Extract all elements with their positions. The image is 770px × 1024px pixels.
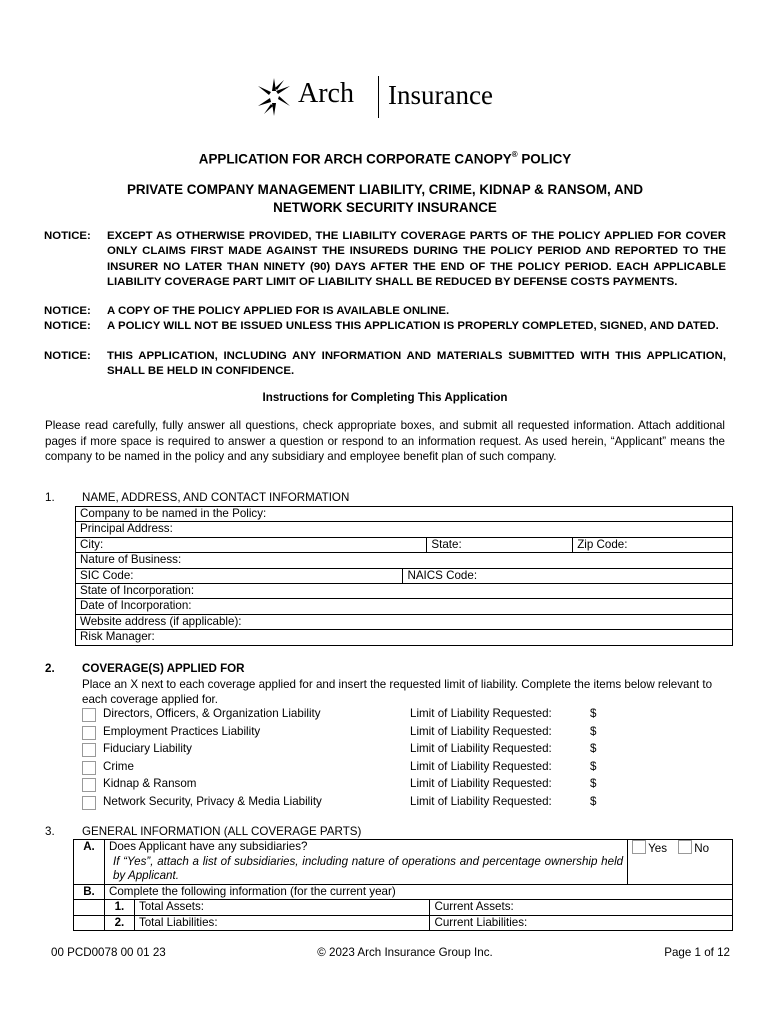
section3-number: 3. (45, 825, 55, 838)
coverage-checkbox[interactable] (82, 796, 96, 810)
limit-amount-field[interactable]: $ (590, 724, 597, 738)
logo-suffix: Insurance (388, 80, 493, 110)
subtitle-line1: PRIVATE COMPANY MANAGEMENT LIABILITY, CRIME, KIDNAP & RANSOM, AND (126, 182, 644, 197)
subtitle-line2: NETWORK SECURITY INSURANCE (273, 200, 497, 215)
notice-label: NOTICE: (44, 350, 91, 362)
coverage-row (82, 777, 722, 795)
website-field[interactable]: Website address (if applicable): (76, 614, 733, 629)
logo-divider (378, 76, 379, 118)
coverage-label: Crime (103, 759, 134, 773)
logo-name: Arch (298, 78, 354, 109)
notice-label: NOTICE: (44, 320, 91, 332)
coverage-checkbox[interactable] (82, 708, 96, 722)
coverage-label: Network Security, Privacy & Media Liability (103, 794, 322, 808)
section1-title: NAME, ADDRESS, AND CONTACT INFORMATION (82, 491, 350, 504)
sic-code-field[interactable]: SIC Code: (76, 568, 403, 583)
no-label: No (694, 842, 710, 855)
coverage-row (82, 742, 722, 760)
notice-label: NOTICE: (44, 230, 91, 242)
no-checkbox[interactable] (678, 840, 692, 854)
question-a-text: Does Applicant have any subsidiaries? (108, 840, 308, 853)
coverage-label: Fiduciary Liability (103, 742, 192, 755)
notice-1 (44, 229, 726, 290)
question-a (104, 840, 627, 885)
limit-label: Limit of Liability Requested: (410, 777, 552, 790)
zip-code-field[interactable]: Zip Code: (573, 537, 733, 552)
question-b-label: B. (74, 884, 105, 900)
page-number: Page 1 of 12 (664, 946, 730, 959)
form-number: 00 PCD0078 00 01 23 (51, 946, 166, 959)
notice-text: A POLICY WILL NOT BE ISSUED UNLESS THIS APPLICATION IS PROPERLY COMPLETED, SIGNED, AND DATED. (107, 320, 719, 332)
notice-label: NOTICE: (44, 305, 91, 317)
coverage-checkbox[interactable] (82, 761, 96, 775)
coverage-intro: Place an X next to each coverage applied for and insert the requested limit of liability. Complete the items below relevant to each coverage applied for. (82, 678, 713, 706)
limit-amount-field[interactable]: $ (590, 707, 597, 720)
date-of-incorporation-field[interactable]: Date of Incorporation: (76, 599, 733, 614)
coverage-row (82, 760, 722, 778)
spacer-cell (74, 915, 105, 931)
coverage-label: Directors, Officers, & Organization Liability (103, 707, 321, 720)
section1-number: 1. (45, 491, 55, 504)
state-field[interactable]: State: (427, 537, 573, 552)
coverage-checkbox[interactable] (82, 778, 96, 792)
instructions-title: Instructions for Completing This Application (262, 391, 508, 404)
limit-label: Limit of Liability Requested: (410, 707, 552, 720)
notice-3 (44, 319, 726, 334)
nature-of-business-field[interactable]: Nature of Business: (76, 553, 733, 568)
principal-address-field[interactable]: Principal Address: (76, 522, 733, 537)
row-number: 1. (104, 900, 134, 916)
limit-label: Limit of Liability Requested: (410, 724, 552, 738)
application-title-text: APPLICATION FOR ARCH CORPORATE CANOPY (198, 151, 512, 167)
section3-title: GENERAL INFORMATION (ALL COVERAGE PARTS) (82, 825, 362, 838)
limit-amount-field[interactable]: $ (590, 777, 597, 790)
risk-manager-field[interactable]: Risk Manager: (76, 630, 733, 645)
question-b-text: Complete the following information (for the current year) (104, 884, 732, 900)
limit-amount-field[interactable]: $ (590, 742, 597, 755)
registered-mark: ® (511, 150, 518, 159)
yes-no-options (628, 840, 733, 885)
notice-text: THIS APPLICATION, INCLUDING ANY INFORMATION AND MATERIALS SUBMITTED WITH THIS APPLICATION, SHALL BE HELD IN CONFIDENCE. (107, 350, 726, 378)
current-assets-field[interactable]: Current Assets: (430, 900, 733, 916)
total-liabilities-field[interactable]: Total Liabilities: (134, 915, 430, 931)
question-a-label: A. (74, 840, 105, 885)
limit-label: Limit of Liability Requested: (410, 759, 552, 773)
yes-label: Yes (648, 842, 668, 855)
yes-checkbox[interactable] (632, 840, 646, 854)
total-assets-field[interactable]: Total Assets: (134, 900, 430, 916)
notice-text: EXCEPT AS OTHERWISE PROVIDED, THE LIABILITY COVERAGE PARTS OF THE POLICY APPLIED FOR COVER ONLY CLAIMS FIRST MADE AGAINST THE INSUREDS DURING THE POLICY PERIOD AND REPORTED TO THE INSURER NO LATER THAN NINETY (90) DAYS AFTER THE END OF THE POLICY PERIOD. EACH APPLICABLE LIABILITY COVERAGE PART LIMIT OF LIABILITY SHALL BE REDUCED BY DEFENSE COSTS PAYMENTS. (107, 230, 726, 288)
coverage-label: Kidnap & Ransom (103, 777, 197, 790)
notice-2 (44, 304, 726, 319)
naics-code-field[interactable]: NAICS Code: (403, 568, 733, 583)
question-a-note: If “Yes”, attach a list of subsidiaries, including nature of operations and percentage ownership held by Applicant. (112, 854, 624, 882)
coverage-checkbox[interactable] (82, 726, 96, 740)
limit-label: Limit of Liability Requested: (410, 794, 552, 808)
arch-insurance-logo (254, 74, 516, 122)
limit-amount-field[interactable]: $ (590, 794, 597, 808)
city-field[interactable]: City: (76, 537, 427, 552)
row-number: 2. (104, 915, 134, 931)
application-title (0, 151, 770, 166)
coverage-label: Employment Practices Liability (103, 724, 261, 738)
spacer-cell (74, 900, 105, 916)
limit-amount-field[interactable]: $ (590, 759, 597, 773)
coverage-row (82, 795, 722, 813)
copyright: © 2023 Arch Insurance Group Inc. (317, 946, 493, 959)
application-title-suffix: POLICY (517, 151, 572, 167)
arch-star-icon (254, 76, 294, 118)
section2-number: 2. (45, 662, 55, 675)
state-of-incorporation-field[interactable]: State of Incorporation: (76, 584, 733, 599)
coverage-row (82, 725, 722, 743)
notice-text: A COPY OF THE POLICY APPLIED FOR IS AVAILABLE ONLINE. (107, 305, 450, 317)
section2-title: COVERAGE(S) APPLIED FOR (82, 662, 245, 675)
coverage-row (82, 707, 722, 725)
current-liabilities-field[interactable]: Current Liabilities: (430, 915, 733, 931)
notice-4 (44, 349, 726, 380)
company-name-field[interactable]: Company to be named in the Policy: (76, 507, 733, 522)
limit-label: Limit of Liability Requested: (410, 742, 552, 755)
instructions-text: Please read carefully, fully answer all questions, check appropriate boxes, and submit all requested information. Attach additional pages if more space is required to answer a question or respond to an information request. As used herein, “Applicant” means the company to be named in the policy and any subsidiary and employee benefit plan of such company. (45, 419, 725, 463)
general-info-table (73, 839, 733, 931)
contact-info-table (75, 506, 733, 646)
coverage-checkbox[interactable] (82, 743, 96, 757)
